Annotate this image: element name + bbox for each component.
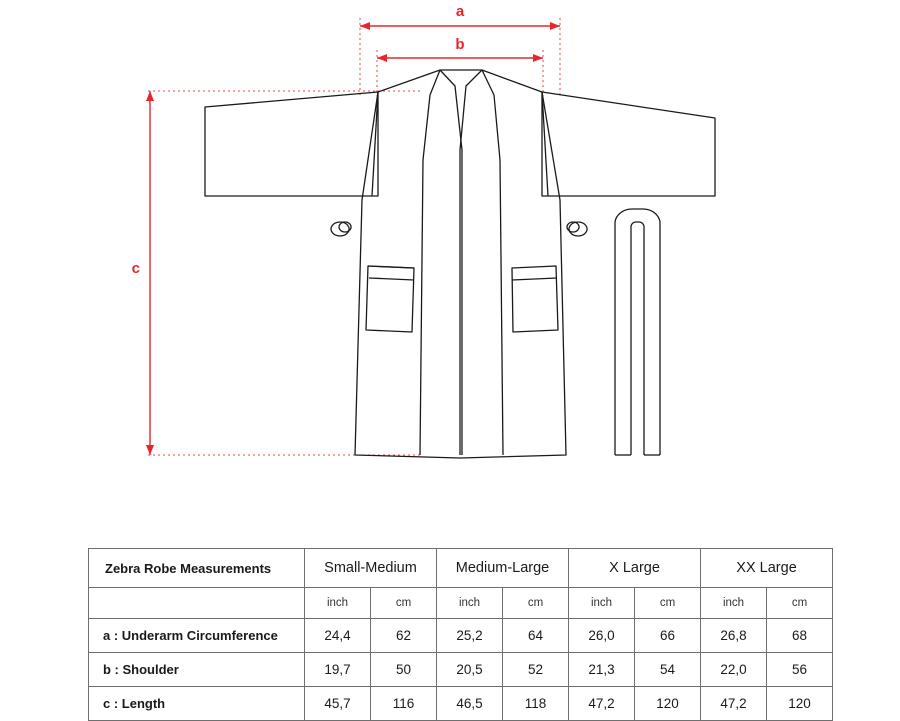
cell-a-xl-cm: 66 bbox=[635, 619, 701, 653]
unit-header-0: inch bbox=[305, 588, 371, 619]
cell-c-sm-cm: 116 bbox=[371, 687, 437, 721]
dimension-label-a: a bbox=[455, 3, 465, 20]
measurements-table-container bbox=[88, 548, 832, 721]
cell-a-ml-inch: 25,2 bbox=[437, 619, 503, 653]
unit-header-3: cm bbox=[503, 588, 569, 619]
table-row bbox=[89, 619, 833, 653]
dimension-label-b: b bbox=[455, 36, 465, 53]
cell-b-sm-inch: 19,7 bbox=[305, 653, 371, 687]
measurement-label-b: b : Shoulder bbox=[89, 653, 305, 687]
cell-b-xxl-inch: 22,0 bbox=[701, 653, 767, 687]
dimension-arrow-b bbox=[377, 54, 543, 62]
cell-b-sm-cm: 50 bbox=[371, 653, 437, 687]
cell-a-sm-inch: 24,4 bbox=[305, 619, 371, 653]
cell-c-ml-cm: 118 bbox=[503, 687, 569, 721]
size-column-header-3: XX Large bbox=[701, 549, 833, 588]
table-row bbox=[89, 653, 833, 687]
cell-a-xxl-inch: 26,8 bbox=[701, 619, 767, 653]
size-column-header-1: Medium-Large bbox=[437, 549, 569, 588]
cell-c-sm-inch: 45,7 bbox=[305, 687, 371, 721]
unit-header-6: inch bbox=[701, 588, 767, 619]
table-unit-row bbox=[89, 588, 833, 619]
cell-a-xl-inch: 26,0 bbox=[569, 619, 635, 653]
cell-c-ml-inch: 46,5 bbox=[437, 687, 503, 721]
cell-b-xl-cm: 54 bbox=[635, 653, 701, 687]
cell-c-xxl-inch: 47,2 bbox=[701, 687, 767, 721]
measurement-label-a: a : Underarm Circumference bbox=[89, 619, 305, 653]
robe-belt bbox=[615, 209, 660, 455]
cell-b-xxl-cm: 56 bbox=[767, 653, 833, 687]
cell-b-xl-inch: 21,3 bbox=[569, 653, 635, 687]
table-row bbox=[89, 687, 833, 721]
cell-a-ml-cm: 64 bbox=[503, 619, 569, 653]
size-column-header-0: Small-Medium bbox=[305, 549, 437, 588]
unit-header-5: cm bbox=[635, 588, 701, 619]
table-title: Zebra Robe Measurements bbox=[89, 549, 305, 588]
cell-a-sm-cm: 62 bbox=[371, 619, 437, 653]
unit-header-4: inch bbox=[569, 588, 635, 619]
table-header-row bbox=[89, 549, 833, 588]
dimension-arrow-c bbox=[146, 91, 154, 455]
dimension-arrow-a bbox=[360, 22, 560, 30]
size-column-header-2: X Large bbox=[569, 549, 701, 588]
unit-header-1: cm bbox=[371, 588, 437, 619]
cell-b-ml-cm: 52 bbox=[503, 653, 569, 687]
unit-row-spacer bbox=[89, 588, 305, 619]
unit-header-2: inch bbox=[437, 588, 503, 619]
cell-b-ml-inch: 20,5 bbox=[437, 653, 503, 687]
cell-c-xl-inch: 47,2 bbox=[569, 687, 635, 721]
measurements-table bbox=[88, 548, 833, 721]
robe-outline bbox=[205, 70, 715, 458]
cell-c-xl-cm: 120 bbox=[635, 687, 701, 721]
cell-c-xxl-cm: 120 bbox=[767, 687, 833, 721]
cell-a-xxl-cm: 68 bbox=[767, 619, 833, 653]
measurement-label-c: c : Length bbox=[89, 687, 305, 721]
unit-header-7: cm bbox=[767, 588, 833, 619]
dimension-label-c: c bbox=[131, 260, 140, 277]
